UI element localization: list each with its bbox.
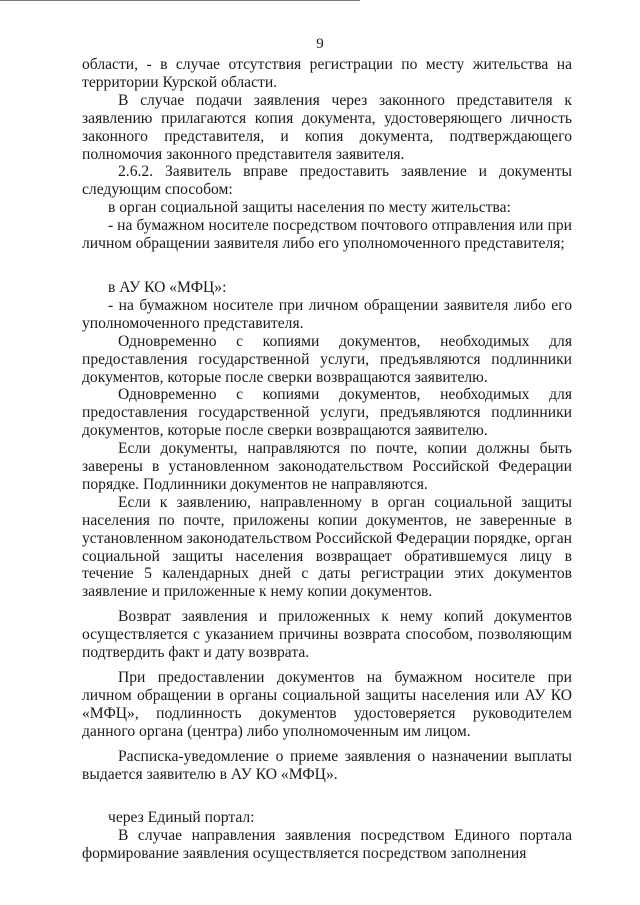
heading-unified-portal: через Единый портал: <box>108 809 255 827</box>
paragraph-authenticity: При предоставлении документов на бумажном носителе при личном обращении в органы социальной защиты населения или АУ КО «МФЦ», подлинность документов удостоверяется руководителем данного органа (центра) либо уполномоченным им лицом. <box>82 669 572 740</box>
top-divider <box>0 0 360 1</box>
paragraph-2-6-2: 2.6.2. Заявитель вправе предоставить заявление и документы следующим способом: <box>82 163 572 199</box>
paragraph-legal-representative: В случае подачи заявления через законного представителя к заявлению прилагаются копия документа, удостоверяющего личность законного представителя, и копия документа, подтверждающего полномочия законного представителя заявителя. <box>82 91 572 163</box>
heading-social-protection-body: в орган социальной защиты населения по месту жительства: <box>108 199 511 217</box>
paragraph-mail-certification: Если документы, направляются по почте, копии должны быть заверены в установленном законодательством Российской Федерации порядке. Подлинники документов не направляются. <box>82 440 572 493</box>
paragraph-portal-submission: В случае направления заявления посредством Единого портала формирование заявления осуществляется посредством заполнения <box>82 827 572 863</box>
paragraph-paper-personal-visit: - на бумажном носителе при личном обращении заявителя либо его уполномоченного представителя. <box>82 296 572 332</box>
paragraph-paper-mail-or-visit: - на бумажном носителе посредством почтового отправления или при личном обращении заявителя либо его уполномоченного представителя; <box>82 217 572 253</box>
paragraph-return-method: Возврат заявления и приложенных к нему копий документов осуществляется с указанием причины возврата способом, позволяющим подтвердить факт и дату возврата. <box>82 608 572 662</box>
paragraph-originals-2: Одновременно с копиями документов, необходимых для предоставления государственной услуги, предъявляются подлинники документов, которые после сверки возвращаются заявителю. <box>82 386 572 440</box>
heading-mfc: в АУ КО «МФЦ»: <box>108 278 227 296</box>
paragraph-receipt-notice: Расписка-уведомление о приеме заявления о назначении выплаты выдается заявителю в АУ КО «МФЦ». <box>82 747 572 783</box>
document-body <box>82 56 572 863</box>
paragraph-uncertified-copies: Если к заявлению, направленному в орган социальной защиты населения по почте, приложены копии документов, не заверенные в установленном законодательством Российской Федерации порядке, орган социальной защиты населения возвращает обратившемуся лицу в течение 5 календарных дней с даты регистрации этих документов заявление и приложенные к нему копии документов. <box>82 493 572 601</box>
paragraph-residence-continuation: области, - в случае отсутствия регистрации по месту жительства на территории Курской области. <box>82 56 572 91</box>
paragraph-originals-1: Одновременно с копиями документов, необходимых для предоставления государственной услуги, предъявляются подлинники документов, которые после сверки возвращаются заявителю. <box>82 332 572 386</box>
page-number: 9 <box>316 36 324 52</box>
